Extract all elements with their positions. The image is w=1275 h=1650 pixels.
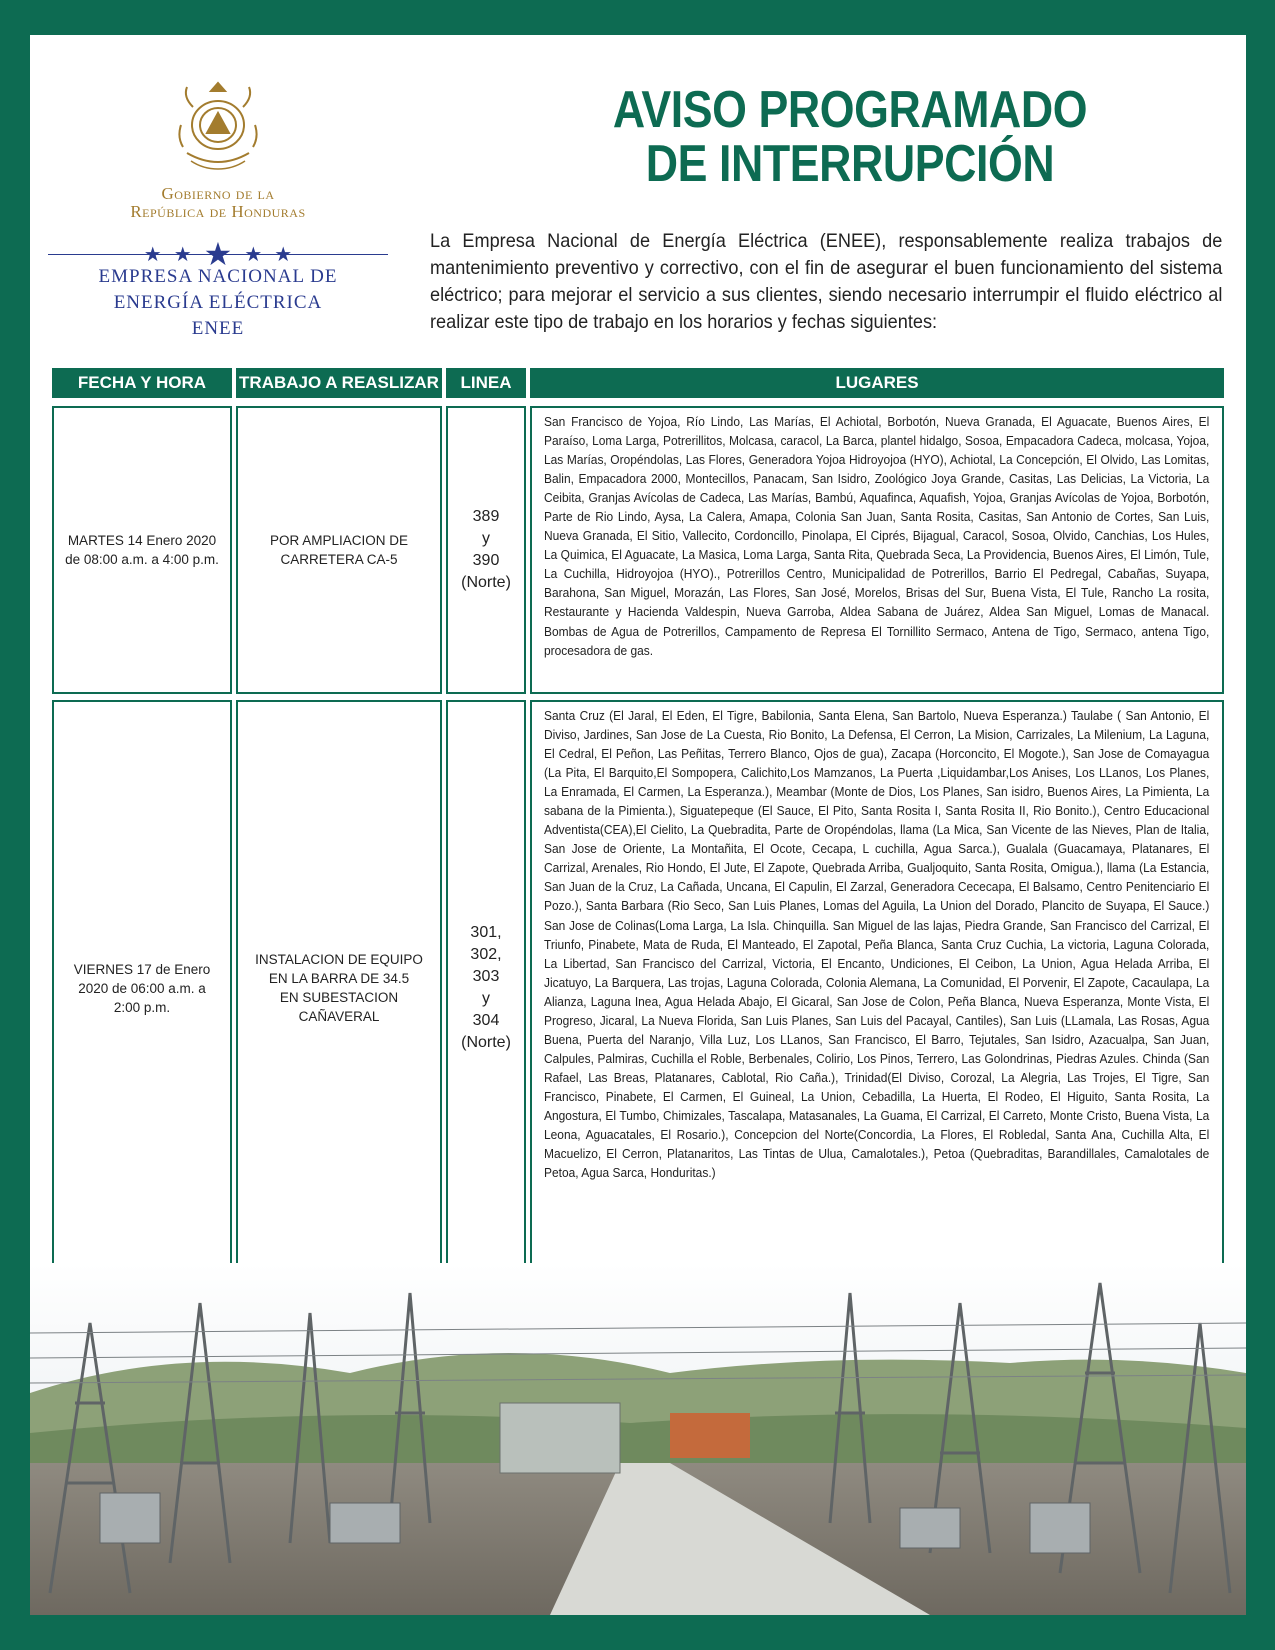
trabajo-line: CAÑAVERAL [298,1009,380,1024]
honduras-coat-of-arms-icon [173,77,263,177]
table-row-1-lugares [530,406,1224,694]
linea-line: 390 [472,552,500,569]
table-row-2-fecha [52,700,232,1276]
star-icon: ★ [143,244,162,266]
table-row-1-linea [446,406,526,694]
table-row-1-fecha [52,406,232,694]
column-header-fecha: FECHA Y HORA [52,368,232,398]
title-line-2: DE INTERRUPCIÓN [645,135,1055,193]
linea-line: (Norte) [461,1034,511,1051]
linea-line: (Norte) [461,574,511,591]
fecha-line: de 08:00 a.m. a 4:00 p.m. [65,552,219,567]
trabajo-line: EN SUBESTACION [279,990,399,1005]
enee-name-line-2: ENERGÍA ELÉCTRICA [113,292,323,313]
star-icon: ★ [203,236,233,272]
trabajo-line: POR AMPLIACION DE [269,533,409,548]
substation-photo [30,1263,1246,1615]
fecha-line: MARTES 14 Enero 2020 [67,533,217,548]
government-line-1: Gobierno de la [161,184,275,203]
lugares-text: Santa Cruz (El Jaral, El Eden, El Tigre, Babilonia, Santa Elena, San Bartolo, Nueva Esperanza.) Taulabe ( San Antonio, El Diviso, Jardines, San Jose de La Cuesta, Rio Bonito, La Defensa, El Cerron, La Mision, Carrizales, La Milenium, La Laguna, El Cedral, El Peñon, Las Peñitas, Terrero Blanco, Ojos de gua), Zacapa (Horconcito, El Mogote.), San Jose de Comayagua (La Pita, El Barquito,El Sompopera, Calichito,Los Mamzanos, La Puerta ,Liquidambar,Los Anises, Los LLanos, Los Planes, La Enramada, El Carmen, La Esperanza.), Meambar (Monte de Dios, Los Planes, San isidro, Buenos Aires, La Pimienta, La sabana de la Pimienta.), Siguatepeque (El Sauce, El Pito, Santa Rosita I, Santa Rosita II, Rio Bonito.), Centro Educacional Adventista(CEA),El Cielito, La Quebradita, Parte de Oropéndolas, llama (La Mica, San Vicente de las Nieves, Plan de Italia, San Jose de Oriente, La Montañita, El Ocote, Cecapa, L cuchilla, Agua Sarca.), Gualala (Guacamaya, Platanares, El Carrizal, Arenales, Rio Hondo, El Jute, El Zapote, Quebrada Arriba, Gualjoquito, Santa Rosita, Omigua.), llama (La Estancia, San Juan de la Cruz, La Cañada, Uncana, El Capulin, El Zarzal, Generadora Cececapa, El Balsamo, Centro Penitenciario El Pozo.), Santa Barbara (Rio Seco, San Luis Planes, Lomas del Aguila, La Union del Dorado, Plancito de Suyapa, El Sauce.) San Jose de Colinas(Loma Larga, La Isla. Chinquilla. San Miguel de las lajas, Piedra Grande, San Francisco del Carrizal, El Triunfo, Pinabete, Mata de Ruda, El Manteado, El Zapotal, Peña Blanca, Santa Cruz Cuchia, La victoria, Laguna Colorada, La Libertad, San Francisco del Carrizal, Victoria, El Encanto, Undiciones, El Ceibon, La Union, Agua Helada Arriba, El Jicatuyo, La Barquera, Las trojas, Laguna Colorada, Colonia Alemana, La Comunidad, El Porvenir, El Zapote, Cacaulapa, La Alianza, Laguna Inea, Agua Helada Abajo, El Gicaral, San Jose de Colon, Peña Blanca, Nueva Esperanza, Monte Vista, El Progreso, Jicaral, La Nueva Florida, San Luis Planes, San Luis del Pacayal, Cantiles), San Luis (LLamala, Las Rosas, Agua Buena, Puerta del Naranjo, Villa Luz, Los LLanos, San Francisco, El Barro, Tejutales, San Isidro, Azacualpa, San Juan, Calpules, Palmiras, Cuchilla el Roble, Berbenales, Colirio, Los Pinos, Terrero, Las Golondrinas, Piedras Azules. Chinda (San Rafael, Las Breas, Platanares, Cablotal, Rio Caña.), Trinidad(El Diviso, Corozal, La Alegria, Las Trojes, El Tigre, San Francisco, Pinabete, El Carmen, El Guineal, La Union, Cebadilla, La Huerta, El Rodeo, El Higuito, Santa Rosita, La Angostura, El Tumbo, Chimizales, Tascalapa, Matasanales, La Guama, El Carrizal, El Carreto, Monte Cristo, Buena Vista, La Leona, Aguacatales, El Rosario.), Concepcion del Norte(Concordia, La Flores, El Robledal, Santa Ana, Cuchilla Alta, El Macuelizo, El Cerron, Platanaritos, Las Tintas de Ulua, Camalotales.), Petoa (Quebraditas, Barandillales, Camalotales de Petoa, Agua Sarca, Honduritas.) [544,708,1210,1181]
linea-line: y [482,990,490,1007]
linea-line: y [482,530,490,547]
table-row-1-trabajo [236,406,442,694]
enee-name-line-1: EMPRESA NACIONAL DE [98,266,338,287]
column-header-trabajo: TRABAJO A REASLIZAR [236,368,442,398]
fecha-line: 2020 de 06:00 a.m. a [78,980,206,996]
fecha-line: 2:00 p.m. [113,999,171,1015]
table-row-2-trabajo [236,700,442,1276]
linea-line: 389 [472,508,500,525]
trabajo-line: EN LA BARRA DE 34.5 [268,971,410,986]
fecha-line: VIERNES 17 de Enero [73,961,211,977]
intro-paragraph: La Empresa Nacional de Energía Eléctrica (ENEE), responsablemente realiza trabajos de mantenimiento preventivo y correctivo, con el fin de asegurar el buen funcionamiento del sistema eléctrico; para mejorar el servicio a sus clientes, siendo necesario interrumpir el fluido eléctrico al realizar este tipo de trabajo en los horarios y fechas siguientes: [430,230,1223,333]
star-icon: ★ [173,244,192,266]
trabajo-line: CARRETERA CA-5 [280,552,398,567]
logo-block [48,77,388,339]
notice-page [30,35,1246,1615]
title-line-1: AVISO PROGRAMADO [612,81,1088,139]
notice-title [558,83,1143,191]
trabajo-line: INSTALACION DE EQUIPO [255,952,423,967]
linea-line: 303 [472,968,500,985]
enee-acronym: ENEE [191,318,245,339]
table-row-2-linea [446,700,526,1276]
column-header-linea: LINEA [446,368,526,398]
lugares-text: San Francisco de Yojoa, Río Lindo, Las Marías, El Achiotal, Borbotón, Nueva Granada, El Aguacate, Buenos Aires, El Paraíso, Loma Larga, Potrerillitos, Molcasa, caracol, La Barca, plantel hidalgo, Sosoa, Empacadora Cadeca, molcasa, Yojoa, Las Marías, Oropéndolas, Las Flores, Generadora Yojoa Hidroyojoa (HYO), Achiotal, La Concepción, El Olvido, Las Lomitas, Balin, Empacadora 2000, Montecillos, Panacam, San Isidro, Zoológico Joya Grande, Casitas, Las Delicias, La Victoria, La Ceibita, Granjas Avícolas de Cadeca, Las Marías, Bambú, Aquafinca, Aquafish, Yojoa, Granjas Avícolas de Yojoa, Borbotón, Parte de Rio Lindo, Aysa, La Calera, Amapa, Colonia San Juan, Santa Rosita, Casitas, San Antonio de Cortes, San Luis, Nueva Granada, El Sitio, Vallecito, Cordoncillo, Pinolapa, El Ciprés, Bijagual, Caracol, Sosoa, Olvido, Canchias, Los Hules, La Quimica, El Aguacate, La Masica, Loma Larga, Santa Rita, Quebrada Seca, La Providencia, Buenos Aires, El Limón, Tule, La Cuchilla, Hidroyojoa (HYO)., Potrerillos Centro, Municipalidad de Potrerillos, Barrio El Pedregal, Cabañas, Suyapa, Barahona, San Miguel, Morazán, Las Flores, San José, Morelos, Brisas del Sur, Buena Vista, El Tule, Rancho La rosita, Restaurante y Hacienda Valdespin, Nueva Garroba, Aldea Sabana de Juárez, Aldea San Miguel, Lomas de Manacal. Bombas de Agua de Potrerillos, Campamento de Represa El Tornillito Sermaco, Antena de Tigo, Sermaco, antena Tigo, procesadora de gas. [544,414,1210,658]
star-icon: ★ [274,244,293,266]
linea-line: 302, [470,946,502,963]
column-header-lugares: LUGARES [530,368,1224,398]
linea-line: 304 [472,1012,500,1029]
stars-row [48,231,388,272]
table-row-2-lugares [530,700,1224,1276]
government-line-2: República de Honduras [130,202,306,221]
star-icon: ★ [244,244,263,266]
linea-line: 301, [470,924,502,941]
